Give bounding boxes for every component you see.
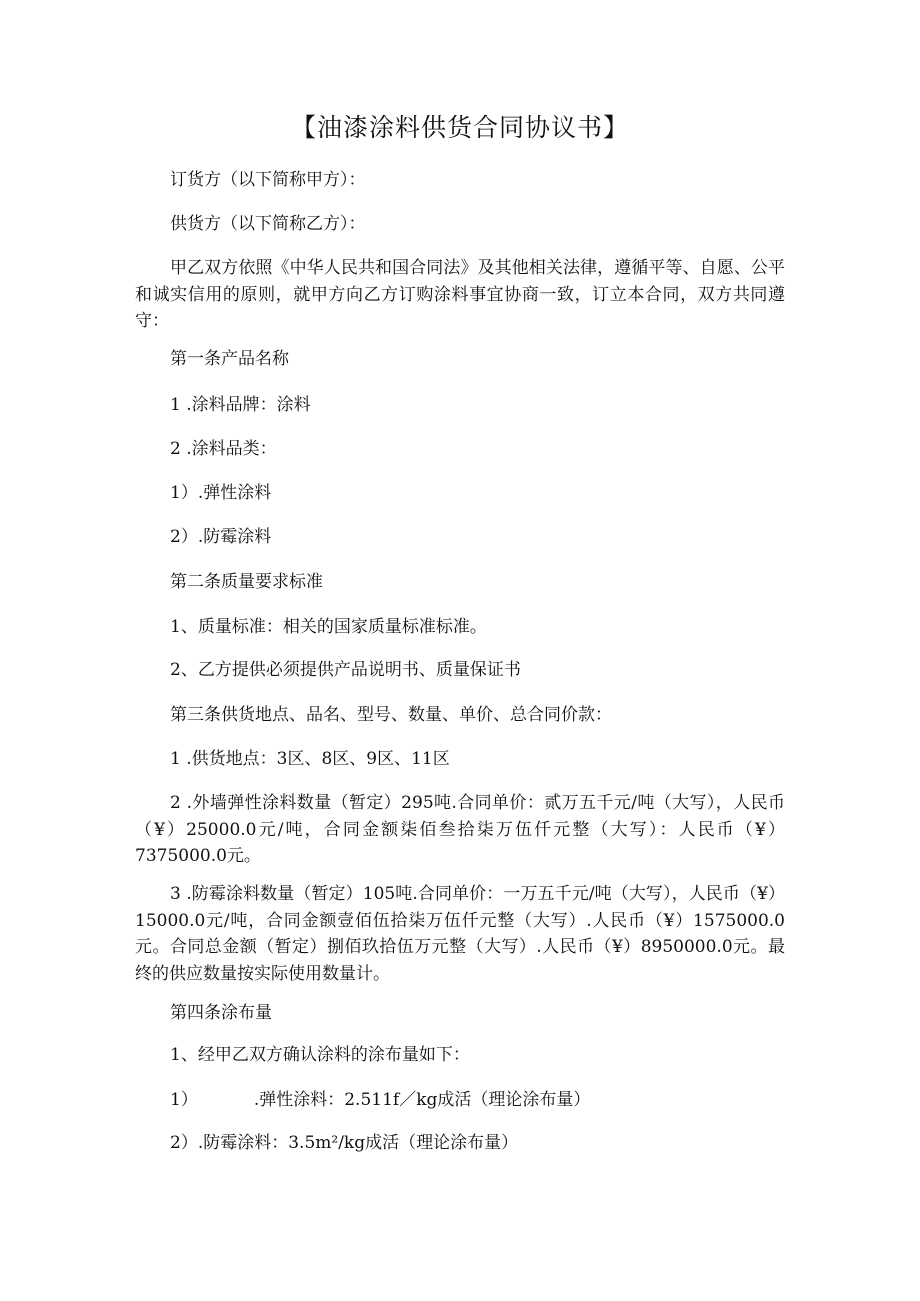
article-3-item-3: 3 .防霉涂料数量（暂定）105吨.合同单价：一万五千元/吨（大写），人民币（¥）15000.0元/吨，合同金额壹佰伍拾柒万伍仟元整（大写）.人民币（¥）1575000.0元。合同总金额（暂定）捌佰玖拾伍万元整（大写）.人民币（¥）8950000.0元。最终的供应数量按实际使用数量计。 [135, 884, 785, 984]
article-1-item-1: 1 .涂料品牌：涂料 [170, 395, 311, 415]
article-4-item-1: 1、经甲乙双方确认涂料的涂布量如下： [170, 1045, 470, 1065]
article-4-subitem-2: 2）.防霉涂料：3.5m²/kg成活（理论涂布量） [170, 1133, 519, 1153]
article-3-heading: 第三条供货地点、品名、型号、数量、单价、总合同价款： [170, 705, 612, 725]
article-4-heading: 第四条涂布量 [170, 1003, 272, 1023]
article-3-item-2: 2 .外墙弹性涂料数量（暂定）295吨.合同单价：贰万五千元/吨（大写），人民币（¥）25000.0元/吨，合同金额柒佰叁拾柒万伍仟元整（大写）：人民币（¥）7375000.0元。 [135, 793, 785, 866]
supplier-line: 供货方（以下简称乙方）： [170, 214, 366, 234]
subitem-number: 1） [170, 1090, 198, 1110]
buyer-line: 订货方（以下简称甲方）： [170, 170, 366, 190]
document-title: 【油漆涂料供货合同协议书】 [290, 113, 629, 142]
preamble-paragraph: 甲乙双方依照《中华人民共和国合同法》及其他相关法律，遵循平等、自愿、公平和诚实信用的原则，就甲方向乙方订购涂料事宜协商一致，订立本合同，双方共同遵守： [135, 258, 785, 331]
article-2-item-1: 1、质量标准：相关的国家质量标准标准。 [170, 617, 487, 637]
article-1-subitem-2: 2）.防霉涂料 [170, 527, 272, 547]
article-1-subitem-1: 1）.弹性涂料 [170, 483, 272, 503]
article-2-item-2: 2、乙方提供必须提供产品说明书、质量保证书 [170, 660, 521, 680]
subitem-text: .弹性涂料：2.511f／kg成活（理论涂布量） [253, 1090, 591, 1110]
article-3-item-1: 1 .供货地点：3区、8区、9区、11区 [170, 749, 450, 769]
article-1-item-2: 2 .涂料品类： [170, 439, 277, 459]
article-2-heading: 第二条质量要求标准 [170, 572, 323, 592]
article-4-subitem-1 [170, 1087, 590, 1113]
article-1-heading: 第一条产品名称 [170, 349, 289, 369]
